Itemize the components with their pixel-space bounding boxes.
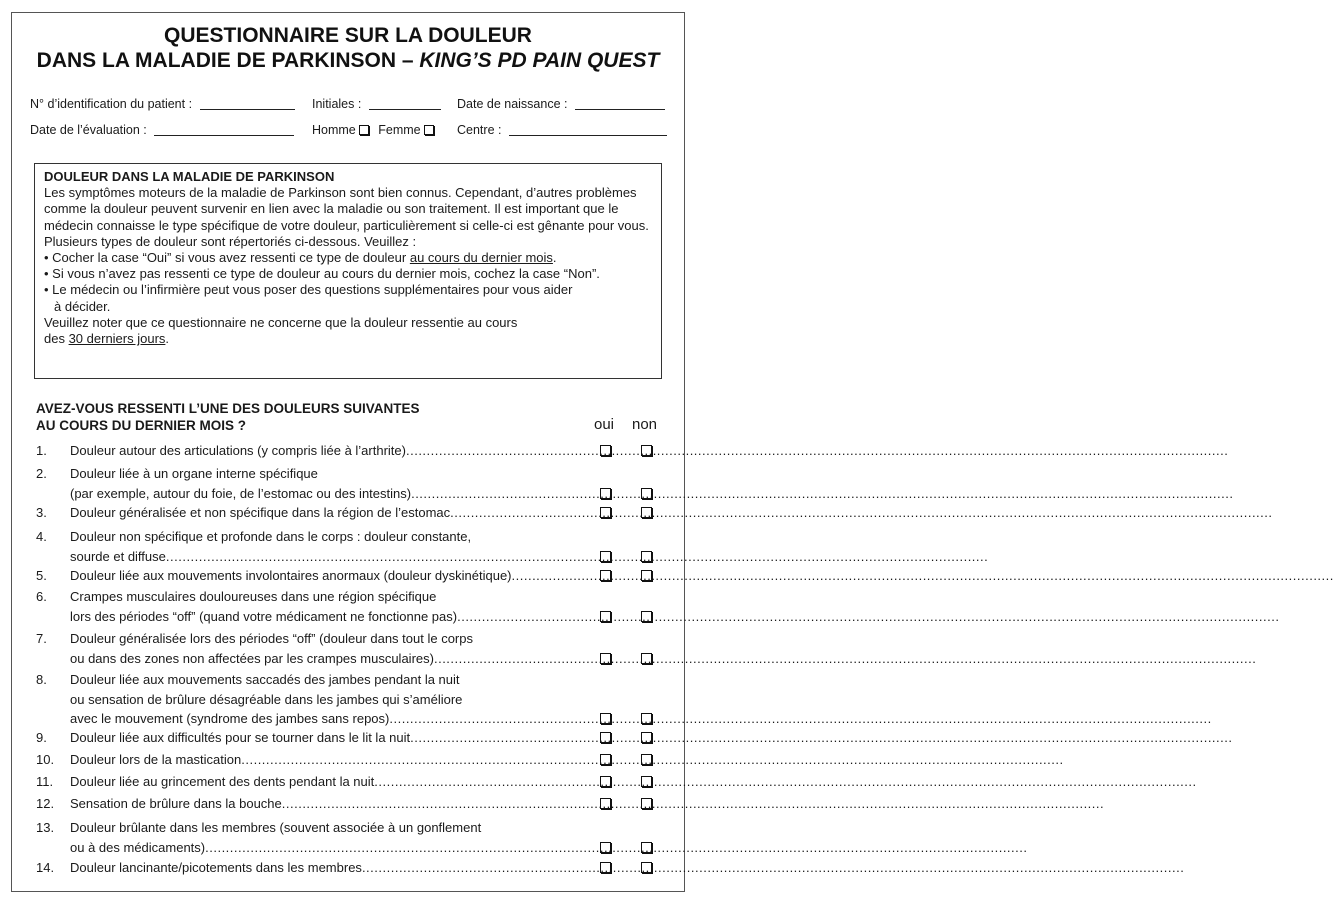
no-checkbox[interactable] (641, 776, 652, 787)
question-number: 1. (36, 443, 47, 458)
male-checkbox[interactable] (359, 125, 369, 135)
question-row (36, 670, 1212, 729)
question-text (70, 818, 1028, 857)
leader-dots: ........................................................................................................................................................................................................ (281, 796, 1105, 811)
question-row (36, 750, 1064, 770)
leader-dots: ........................................................................................................................................................................................................ (405, 443, 1229, 458)
question-line: ou dans des zones non affectées par les crampes musculaires) (70, 650, 434, 666)
id-fields-row-1 (30, 97, 670, 113)
yes-checkbox[interactable] (600, 842, 611, 853)
intro-bullet-doctor: • Le médecin ou l’infirmière peut vous poser des questions supplémentaires pour vous aider (44, 282, 573, 298)
leader-dots: ........................................................................................................................................................................................................ (410, 730, 1233, 745)
question-line: Crampes musculaires douloureuses dans une région spécifique (70, 589, 437, 604)
question-line: Sensation de brûlure dans la bouche (70, 796, 282, 811)
question-row (36, 818, 1028, 857)
question-line: Douleur liée aux mouvements saccadés des jambes pendant la nuit (70, 672, 460, 687)
id-fields-row-2 (30, 123, 670, 139)
intro-bullet-doctor-cont: à décider. (54, 298, 111, 314)
yes-checkbox[interactable] (600, 713, 611, 724)
question-text (70, 503, 1273, 523)
question-line: Douleur généralisée et non spécifique dans la région de l’estomac (70, 505, 451, 520)
question-number: 4. (36, 529, 47, 544)
questionnaire-page (11, 12, 1334, 892)
no-checkbox[interactable] (641, 713, 652, 724)
question-number: 12. (36, 796, 55, 811)
title-line-2-italic: KING’S PD PAIN QUEST (419, 49, 660, 72)
question-line: Douleur liée au grincement des dents pendant la nuit (70, 774, 375, 789)
leader-dots: ........................................................................................................................................................................................................ (511, 568, 1334, 583)
question-text (70, 858, 1185, 878)
intro-paragraph: Les symptômes moteurs de la maladie de Parkinson sont bien connus. Cependant, d’autres problèmes comme la douleur peuvent survenir en lien avec la maladie ou son traitement. Il est important que le médecin connaisse le type spécifique de votre douleur, particulièrement si celle-ci est gênante pour vous. (44, 185, 649, 233)
yes-checkbox[interactable] (600, 488, 611, 499)
yes-checkbox[interactable] (600, 754, 611, 765)
question-number: 2. (36, 466, 47, 481)
question-text (70, 772, 1197, 792)
question-number: 3. (36, 505, 47, 520)
leader-dots: ........................................................................................................................................................................................................ (374, 774, 1197, 789)
question-line: (par exemple, autour du foie, de l’estomac ou des intestins) (70, 485, 412, 501)
question-row (36, 566, 1334, 586)
question-line: Douleur brûlante dans les membres (souvent associée à un gonflement (70, 820, 482, 835)
question-line: Douleur liée aux mouvements involontaires anormaux (douleur dyskinétique) (70, 568, 512, 583)
question-line: sourde et diffuse (70, 548, 166, 564)
question-row (36, 728, 1233, 748)
question-row (36, 587, 1280, 626)
question-text (70, 464, 1234, 503)
center-label: Centre : (457, 123, 502, 137)
no-checkbox[interactable] (641, 798, 652, 809)
question-row (36, 629, 1257, 668)
yes-checkbox[interactable] (600, 862, 611, 873)
question-line: ou sensation de brûlure désagréable dans les jambes qui s’améliore (70, 691, 463, 707)
yes-checkbox[interactable] (600, 611, 611, 622)
yes-checkbox[interactable] (600, 551, 611, 562)
yes-checkbox[interactable] (600, 570, 611, 581)
leader-dots: ........................................................................................................................................................................................................ (205, 839, 1028, 855)
question-number: 9. (36, 730, 47, 745)
female-label: Femme (378, 123, 421, 137)
question-number: 6. (36, 589, 47, 604)
intro-bullet-no: • Si vous n’avez pas ressenti ce type de douleur au cours du dernier mois, cochez la case “Non”. (44, 266, 600, 282)
question-line: lors des périodes “off” (quand votre médicament ne fonctionne pas) (70, 608, 458, 624)
question-line: Douleur lors de la mastication (70, 752, 242, 767)
question-line: Douleur généralisée lors des périodes “off” (douleur dans tout le corps (70, 631, 473, 646)
leader-dots: ........................................................................................................................................................................................................ (241, 752, 1064, 767)
no-checkbox[interactable] (641, 611, 652, 622)
question-line: Douleur non spécifique et profonde dans le corps : douleur constante, (70, 529, 472, 544)
question-number: 10. (36, 752, 55, 767)
no-checkbox[interactable] (641, 445, 652, 456)
intro-note-cont: des 30 derniers jours. (44, 331, 170, 347)
title-line-2 (12, 48, 684, 73)
birth-date-label: Date de naissance : (457, 97, 568, 111)
question-row (36, 527, 989, 566)
yes-checkbox[interactable] (600, 653, 611, 664)
question-number: 8. (36, 672, 47, 687)
question-line: Douleur autour des articulations (y compris liée à l’arthrite) (70, 443, 406, 458)
leader-dots: ........................................................................................................................................................................................................ (389, 711, 1212, 726)
question-number: 7. (36, 631, 47, 646)
no-checkbox[interactable] (641, 862, 652, 873)
question-row (36, 464, 1234, 503)
title-line-1: QUESTIONNAIRE SUR LA DOULEUR (164, 24, 532, 47)
yes-column-header: oui (594, 416, 615, 433)
yes-checkbox[interactable] (600, 776, 611, 787)
leader-dots: ........................................................................................................................................................................................................ (433, 650, 1257, 666)
patient-id-field[interactable] (200, 97, 295, 110)
no-checkbox[interactable] (641, 507, 652, 518)
leader-dots: ........................................................................................................................................................................................................ (457, 608, 1280, 624)
intro-box (34, 163, 662, 379)
no-column-header: non (632, 416, 658, 433)
question-text (70, 566, 1334, 586)
no-checkbox[interactable] (641, 754, 652, 765)
eval-date-label: Date de l’évaluation : (30, 123, 147, 137)
leader-dots: ........................................................................................................................................................................................................ (165, 548, 989, 564)
question-text (70, 794, 1105, 814)
question-line: Douleur liée à un organe interne spécifique (70, 466, 318, 481)
question-text (70, 587, 1280, 626)
no-checkbox[interactable] (641, 570, 652, 581)
no-checkbox[interactable] (641, 488, 652, 499)
question-number: 13. (36, 820, 55, 835)
intro-note: Veuillez noter que ce questionnaire ne concerne que la douleur ressentie au cours (44, 314, 518, 330)
title-line-2-regular: DANS LA MALADIE DE PARKINSON – (36, 49, 420, 72)
intro-heading: DOULEUR DANS LA MALADIE DE PARKINSON (44, 169, 335, 184)
initials-field[interactable] (369, 97, 441, 110)
question-text (70, 728, 1233, 748)
question-number: 11. (36, 774, 54, 789)
yes-checkbox[interactable] (600, 732, 611, 743)
questions-heading: AVEZ-VOUS RESSENTI L’UNE DES DOULEURS SUIVANTES AU COURS DU DERNIER MOIS ? (36, 401, 420, 433)
question-row (36, 858, 1185, 878)
question-line: ou à des médicaments) (70, 839, 206, 855)
question-number: 14. (36, 860, 55, 875)
eval-date-field[interactable] (154, 123, 294, 136)
question-number: 5. (36, 568, 47, 583)
no-checkbox[interactable] (641, 551, 652, 562)
question-line: Douleur lancinante/picotements dans les membres (70, 860, 362, 875)
initials-label: Initiales : (312, 97, 362, 111)
question-text (70, 750, 1064, 770)
page-title (12, 23, 684, 73)
no-checkbox[interactable] (641, 842, 652, 853)
patient-id-label: N° d’identification du patient : (30, 97, 193, 111)
question-row (36, 441, 1229, 461)
question-row (36, 503, 1273, 523)
question-line: Douleur liée aux difficultés pour se tourner dans le lit la nuit (70, 730, 411, 745)
female-checkbox[interactable] (424, 125, 434, 135)
center-field[interactable] (509, 123, 667, 136)
question-text (70, 629, 1257, 668)
question-row (36, 772, 1197, 792)
male-label: Homme (312, 123, 356, 137)
no-checkbox[interactable] (641, 653, 652, 664)
question-text (70, 441, 1229, 461)
intro-instructions: Plusieurs types de douleur sont répertoriés ci-dessous. Veuillez : (44, 233, 417, 249)
question-line: avec le mouvement (syndrome des jambes sans repos) (70, 711, 390, 726)
leader-dots: ........................................................................................................................................................................................................ (411, 485, 1234, 501)
birth-date-field[interactable] (575, 97, 665, 110)
yes-checkbox[interactable] (600, 445, 611, 456)
question-row (36, 794, 1105, 814)
question-text (70, 527, 989, 566)
question-text (70, 670, 1212, 729)
yes-checkbox[interactable] (600, 507, 611, 518)
intro-bullet-yes: • Cocher la case “Oui” si vous avez ressenti ce type de douleur au cours du dernier mois. (44, 250, 557, 266)
leader-dots: ........................................................................................................................................................................................................ (450, 505, 1273, 520)
yes-checkbox[interactable] (600, 798, 611, 809)
no-checkbox[interactable] (641, 732, 652, 743)
leader-dots: ........................................................................................................................................................................................................ (361, 860, 1185, 875)
